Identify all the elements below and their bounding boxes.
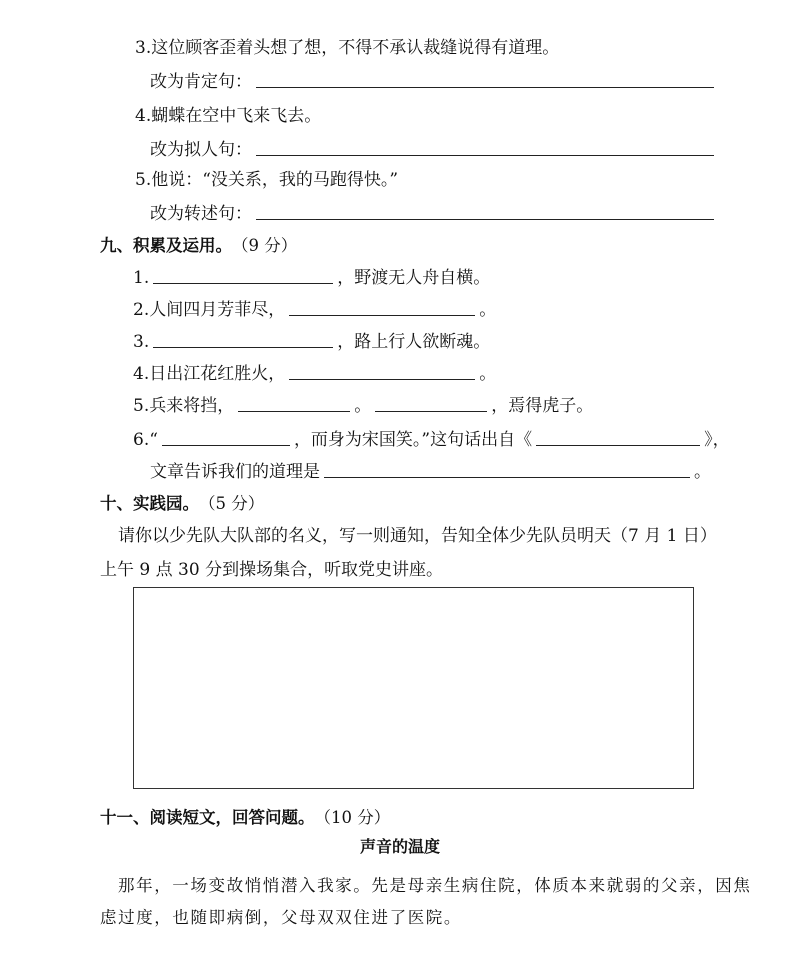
answer-writing-box[interactable]	[133, 587, 694, 789]
q8-4-answer-row: 改为拟人句：	[150, 130, 718, 160]
q9-2: 2. 人间四月芳菲尽， 。	[133, 300, 497, 320]
answer-blank[interactable]	[256, 154, 714, 156]
answer-blank[interactable]	[375, 410, 487, 412]
q9-3: 3. ，路上行人欲断魂。	[133, 332, 491, 352]
section11-heading: 十一、阅读短文，回答问题。 （10 分）	[100, 808, 391, 827]
answer-blank[interactable]	[324, 476, 690, 478]
answer-blank[interactable]	[289, 314, 475, 316]
passage-title: 声音的温度	[359, 837, 440, 856]
passage-line1: 那年，一场变故悄悄潜入我家。先是母亲生病住院，体质本来就弱的父亲，因焦	[118, 876, 752, 895]
answer-blank[interactable]	[153, 282, 333, 284]
section10-prompt-line2: 上午 9 点 30 分到操场集合，听取党史讲座。	[100, 560, 444, 580]
answer-blank[interactable]	[162, 444, 290, 446]
answer-blank[interactable]	[256, 86, 714, 88]
section9-heading: 九、积累及运用。 （9 分）	[100, 236, 298, 255]
answer-blank[interactable]	[153, 346, 333, 348]
q9-6-line2: 文章告诉我们的道理是 。	[150, 462, 711, 482]
answer-blank[interactable]	[256, 218, 714, 220]
q8-5-answer-row: 改为转述句：	[150, 194, 718, 224]
q8-5-sentence: 5. 他说：“没关系，我的马跑得快。”	[135, 170, 399, 190]
q9-1: 1. ，野渡无人舟自横。	[133, 268, 491, 288]
answer-blank[interactable]	[238, 410, 350, 412]
q9-5: 5. 兵来将挡， 。 ，焉得虎子。	[133, 396, 594, 416]
q8-4-sentence: 4. 蝴蝶在空中飞来飞去。	[135, 106, 322, 126]
answer-blank[interactable]	[536, 444, 700, 446]
q9-6-line1: 6. “ ，而身为宋国笑。”这句话出自《 》，	[133, 430, 730, 450]
answer-blank[interactable]	[289, 378, 475, 380]
section10-prompt-line1: 请你以少先队大队部的名义，写一则通知，告知全体少先队员明天（7 月 1 日）	[118, 526, 717, 546]
q9-4: 4. 日出江花红胜火， 。	[133, 364, 497, 384]
q8-3-sentence: 3. 这位顾客歪着头想了想，不得不承认裁缝说得有道理。	[135, 38, 560, 58]
passage-line2: 虑过度，也随即病倒，父母双双住进了医院。	[100, 908, 462, 927]
section10-heading: 十、实践园。 （5 分）	[100, 494, 265, 513]
q8-3-answer-row: 改为肯定句：	[150, 62, 718, 92]
